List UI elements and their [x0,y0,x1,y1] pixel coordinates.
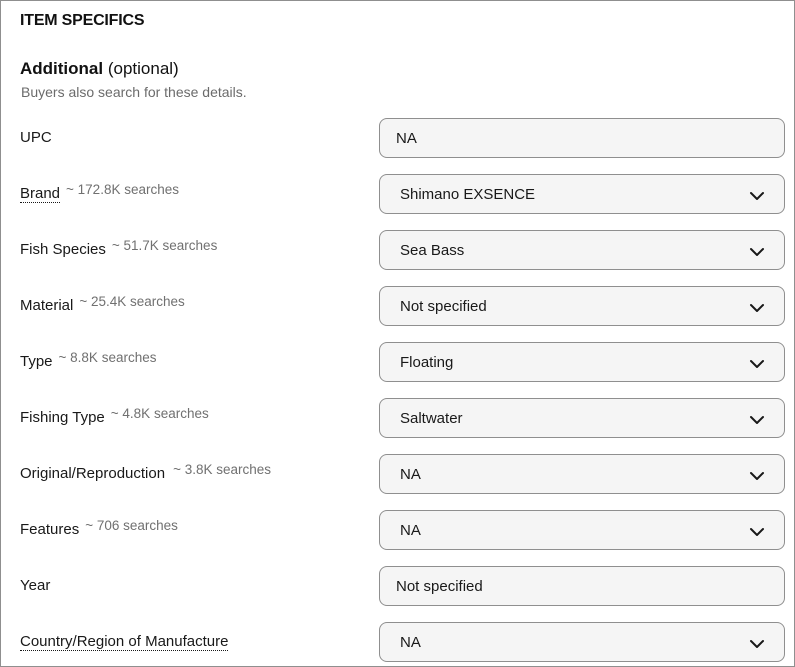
specific-row-material [1,286,795,326]
chevron-down-icon [749,300,765,316]
search-count-material: ~ 25.4K searches [79,294,185,309]
chevron-down-icon [749,244,765,260]
chevron-down-icon [749,356,765,372]
chevron-down-icon [749,524,765,540]
specific-row-fish-species [1,230,795,270]
country-region-value: NA [400,634,421,651]
field-label-features: Features [20,521,80,538]
type-select[interactable] [379,342,785,382]
specific-row-brand [1,174,795,214]
features-select[interactable] [379,510,785,550]
field-label-fishing-type: Fishing Type [20,409,105,426]
chevron-down-icon [749,636,765,652]
field-label-year: Year [20,577,51,594]
specific-row-features [1,510,795,550]
year-value: Not specified [396,578,483,595]
brand-value: Shimano EXSENCE [400,186,536,203]
field-label-fish-species: Fish Species [20,241,106,258]
field-label-brand[interactable]: Brand [20,185,61,202]
specific-row-upc [1,118,795,158]
chevron-down-icon [749,188,765,204]
original-reproduction-value: NA [400,466,421,483]
specific-row-original-reproduction [1,454,795,494]
country-region-select[interactable] [379,622,785,662]
field-label-upc: UPC [20,129,52,146]
upc-input[interactable] [379,118,785,158]
helper-text: Buyers also search for these details. [21,84,247,100]
additional-heading-label: Additional [20,59,104,78]
search-count-fish-species: ~ 51.7K searches [111,238,218,253]
brand-select[interactable] [379,174,785,214]
chevron-down-icon [749,412,765,428]
search-count-features: ~ 706 searches [85,518,178,533]
search-count-original-reproduction: ~ 3.8K searches [173,462,272,477]
field-label-country-region[interactable]: Country/Region of Manufacture [20,633,229,650]
material-select[interactable] [379,286,785,326]
type-value: Floating [400,354,454,371]
section-title: ITEM SPECIFICS [20,12,145,29]
fishing-type-value: Saltwater [400,410,463,427]
field-label-original-reproduction: Original/Reproduction [20,465,166,482]
field-label-material: Material [20,297,74,314]
chevron-down-icon [749,468,765,484]
specific-row-year [1,566,795,606]
specific-row-country-region [1,622,795,662]
fish-species-value: Sea Bass [400,242,465,259]
specific-row-type [1,342,795,382]
features-value: NA [400,522,421,539]
original-reproduction-select[interactable] [379,454,785,494]
fishing-type-select[interactable] [379,398,785,438]
search-count-type: ~ 8.8K searches [58,350,157,365]
search-count-brand: ~ 172.8K searches [66,182,179,197]
optional-label: (optional) [107,59,179,78]
year-input[interactable] [379,566,785,606]
fish-species-select[interactable] [379,230,785,270]
field-label-type: Type [20,353,53,370]
upc-value: NA [396,130,417,147]
material-value: Not specified [400,298,487,315]
specific-row-fishing-type [1,398,795,438]
search-count-fishing-type: ~ 4.8K searches [110,406,209,421]
additional-heading [20,59,179,79]
